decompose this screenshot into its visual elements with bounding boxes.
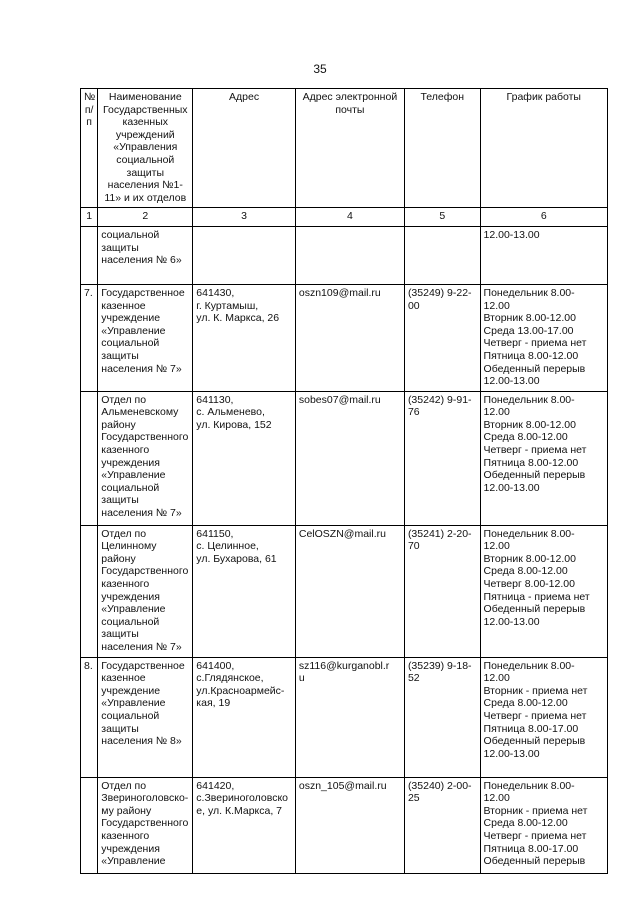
table-row xyxy=(81,284,608,391)
row-address: 641130, с. Альменево, ул. Кирова, 152 xyxy=(193,391,296,525)
row-email: oszn109@mail.ru xyxy=(295,284,404,391)
column-number-row xyxy=(81,208,608,227)
row-address: 641400, с.Глядянское, ул.Красноармейс- кая, 19 xyxy=(193,657,296,777)
header-name: Наименование Государственных казенных учреждений «Управления социальной защиты населения №1- 11» и их отделов xyxy=(98,89,193,208)
row-phone: (35241) 2-20- 70 xyxy=(404,525,480,657)
table-row xyxy=(81,777,608,873)
row-email xyxy=(295,226,404,284)
row-address xyxy=(193,226,296,284)
row-name: Отдел по Альменевскому району Государственного казенного учреждения «Управление социальной защиты населения № 7» xyxy=(98,391,193,525)
row-name: Государственное казенное учреждение «Управление социальной защиты населения № 7» xyxy=(98,284,193,391)
table-row xyxy=(81,525,608,657)
table-row xyxy=(81,226,608,284)
row-phone: (35249) 9-22- 00 xyxy=(404,284,480,391)
row-phone: (35239) 9-18- 52 xyxy=(404,657,480,777)
row-email: oszn_105@mail.ru xyxy=(295,777,404,873)
row-email: sz116@kurganobl.r u xyxy=(295,657,404,777)
header-schedule: График работы xyxy=(480,89,607,208)
row-email: CelOSZN@mail.ru xyxy=(295,525,404,657)
row-schedule: Понедельник 8.00- 12.00 Вторник 8.00-12.00 Среда 13.00-17.00 Четверг - приема нет Пятница 8.00-12.00 Обеденный перерыв 12.00-13.00 xyxy=(480,284,607,391)
header-phone: Телефон xyxy=(404,89,480,208)
row-address: 641420, с.Звериноголовско е, ул. К.Маркса, 7 xyxy=(193,777,296,873)
row-schedule: 12.00-13.00 xyxy=(480,226,607,284)
header-email: Адрес электронной почты xyxy=(295,89,404,208)
row-name: Государственное казенное учреждение «Управление социальной защиты населения № 8» xyxy=(98,657,193,777)
header-num: № п/п xyxy=(81,89,98,208)
row-num xyxy=(81,525,98,657)
table-header-row xyxy=(81,89,608,208)
row-email: sobes07@mail.ru xyxy=(295,391,404,525)
column-number: 6 xyxy=(480,208,607,227)
column-number: 2 xyxy=(98,208,193,227)
row-address: 641150, с. Целинное, ул. Бухарова, 61 xyxy=(193,525,296,657)
row-num xyxy=(81,226,98,284)
row-name: Отдел по Целинному району Государственного казенного учреждения «Управление социальной защиты населения № 7» xyxy=(98,525,193,657)
header-address: Адрес xyxy=(193,89,296,208)
row-num: 8. xyxy=(81,657,98,777)
row-phone: (35242) 9-91- 76 xyxy=(404,391,480,525)
row-schedule: Понедельник 8.00- 12.00 Вторник 8.00-12.00 Среда 8.00-12.00 Четверг - приема нет Пятница 8.00-12.00 Обеденный перерыв 12.00-13.00 xyxy=(480,391,607,525)
row-num: 7. xyxy=(81,284,98,391)
institutions-table xyxy=(80,88,608,874)
table-row xyxy=(81,657,608,777)
row-phone xyxy=(404,226,480,284)
row-phone: (35240) 2-00- 25 xyxy=(404,777,480,873)
row-num xyxy=(81,391,98,525)
row-num xyxy=(81,777,98,873)
row-schedule: Понедельник 8.00- 12.00 Вторник 8.00-12.00 Среда 8.00-12.00 Четверг 8.00-12.00 Пятница - приема нет Обеденный перерыв 12.00-13.00 xyxy=(480,525,607,657)
row-address: 641430, г. Куртамыш, ул. К. Маркса, 26 xyxy=(193,284,296,391)
column-number: 5 xyxy=(404,208,480,227)
page-number: 35 xyxy=(313,62,327,76)
column-number: 1 xyxy=(81,208,98,227)
row-name: Отдел по Звериноголовско- му району Государственного казенного учреждения «Управление xyxy=(98,777,193,873)
row-name: социальной защиты населения № 6» xyxy=(98,226,193,284)
row-schedule: Понедельник 8.00- 12.00 Вторник - приема нет Среда 8.00-12.00 Четверг - приема нет Пятница 8.00-17.00 Обеденный перерыв 12.00-13.00 xyxy=(480,657,607,777)
table-row xyxy=(81,391,608,525)
column-number: 3 xyxy=(193,208,296,227)
row-schedule: Понедельник 8.00- 12.00 Вторник - приема нет Среда 8.00-12.00 Четверг - приема нет Пятница 8.00-17.00 Обеденный перерыв xyxy=(480,777,607,873)
column-number: 4 xyxy=(295,208,404,227)
